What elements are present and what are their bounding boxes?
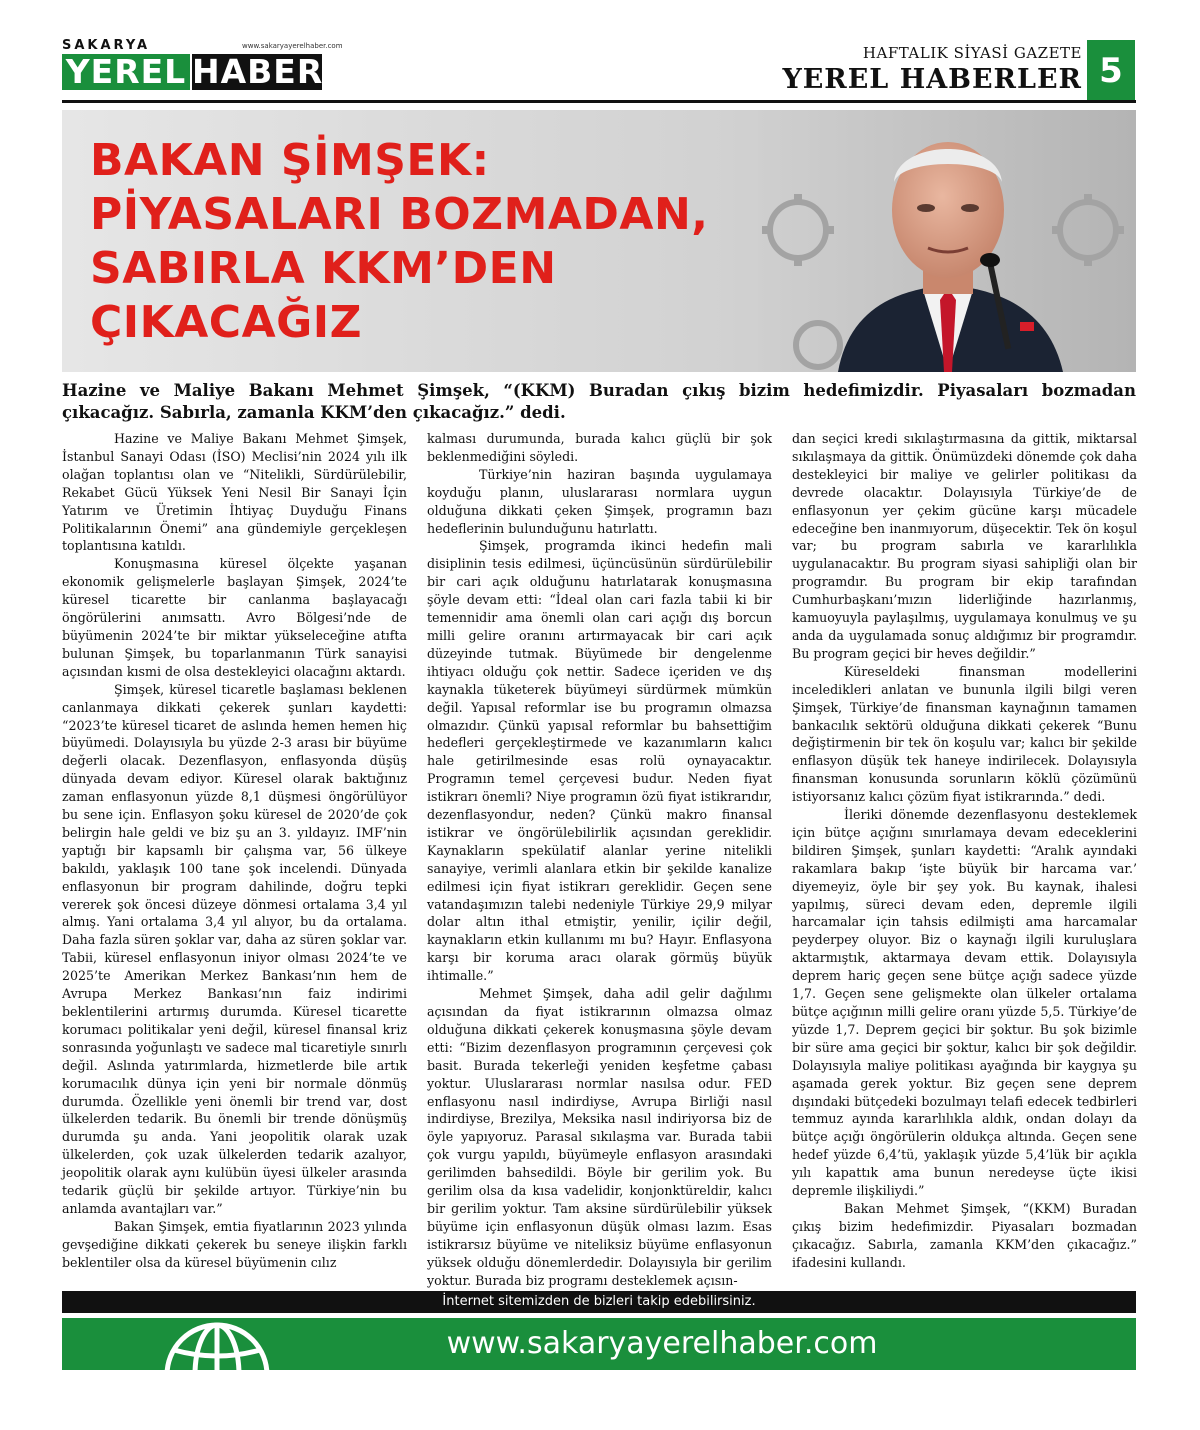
paragraph: Hazine ve Maliye Bakanı Mehmet Şimşek, İstanbul Sanayi Odası (İSO) Meclisi’nin 2024 yılı ilk olağan toplantısı olan ve “Nitelikli, Sürdürülebilir, Rekabet Gücü Yüksek Yeni Nesil Bir Sanayi İçin Yatırım ve Üretimin İhtiyaç Duyduğu Finans Politikalarının Önemi” ana gündemiyle gerçekleşen toplantısına katıldı. [62, 431, 407, 554]
logo-haber: HABER [192, 52, 324, 91]
headline-line: BAKAN ŞİMŞEK: [90, 135, 490, 186]
paragraph: İleriki dönemde dezenflasyonu desteklemek için bütçe açığını sınırlamaya devam edeceklerini bildiren Şimşek, şunları kaydetti: “Aralık ayındaki rakamlara bakıp ‘işte büyük bir harcama var.’ diyemeyiz, öyle bir şey yok. Bu kaynak, ihalesi yapılmış, süreci devam eden, depremle ilgili harcamalar için tahsis edilmişti ama harcamalar peyderpey oluyor. Biz o kaynağı ilgili kuruluşlara aktarmıştık, aktarmaya devam ettik. Dolayısıyla deprem hariç geçen sene bütçe açığı sadece yüzde 1,7. Geçen sene gelişmekte olan ülkeler ortalama bütçe açığının milli gelire oranı yüzde 5,5. Türkiye’de yüzde 1,7. Deprem geçici bir şoktur. Bu şok bizimle bir süre ama geçici bir şoktur, kalıcı bir şok değildir. Dolayısıyla maliye politikası ayağında bir kaygıya şu aşamada gerek yoktur. Biz geçen sene deprem dışındaki bütçedeki bozulmayı telafi edecek tedbirleri temmuz ayında kararlılıkla aldık, ondan dolayı da bütçe açığı öngörülerin oldukça altında. Geçen sene hedef yüzde 6,4’tü, yaklaşık yüzde 5,4’lük bir açıkla yılı kapattık ama bunun neredeyse üçte ikisi depremle ilişkiliydi.” [792, 807, 1137, 1199]
paragraph: Küreseldeki finansman modellerini inceledikleri anlatan ve bununla ilgili bilgi veren Şimşek, Türkiye’de finansman kaynağının tamamen bankacılık sektörü olduğuna dikkati çekerek “Bunu değiştirmenin bir tek ön koşulu var; kalıcı bir şekilde enflasyon düşük tek haneye indirilecek. Dolayısıyla finansman konusunda sorunların köklü çözümünü istiyorsanız kalıcı çözüm fiyat istikrarında.” dedi. [792, 663, 1137, 805]
paragraph: Bakan Şimşek, emtia fiyatlarının 2023 yılında gevşediğine dikkati çekerek bu seneye ilişkin farklı beklentiler olsa da küresel büyümenin cılız [62, 1218, 407, 1270]
headline-line: ÇIKACAĞIZ [90, 297, 363, 348]
speaker-portrait-illustration [758, 110, 1136, 372]
paragraph: Mehmet Şimşek, daha adil gelir dağılımı açısından da fiyat istikrarının olmazsa olmaz olduğuna dikkati çekerek konuşmasına şöyle devam etti: “Bizim dezenflasyon programının çerçevesi çok basit. Burada tekerleği yeniden keşfetme çabası yoktur. Uluslararası normlar nasılsa odur. FED enflasyonu nasıl indirdiyse, Avrupa Birliği nasıl indirdiyse, Brezilya, Meksika nasıl indiriyorsa biz de öyle yapıyoruz. Parasal sıkılaşma var. Burada tabii çok vurgu yapıldı, büyümeyle enflasyon arasındaki gerilimden bahsedildi. Böyle bir gerilim yok. Bu gerilim olsa da kısa vadelidir, konjonktüreldir, kalıcı bir gerilim yoktur. Tam aksine sürdürülebilir yüksek büyüme için enflasyonun düşük olması lazım. Esas istikrarsız büyüme ve niteliksiz büyüme enflasyonun yüksek olduğu dönemlerdedir. Dolayısıyla bir gerilim yoktur. Burada biz programı desteklemek açısın- [427, 986, 772, 1288]
gazette-label: HAFTALIK SİYASİ GAZETE [862, 44, 1082, 62]
lead-paragraph: Hazine ve Maliye Bakanı Mehmet Şimşek, “(KKM) Buradan çıkış bizim hedefimizdir. Piyasaları bozmadan çıkacağız. Sabırla, zamanla KKM’den çıkacağız.” dedi. [62, 381, 1136, 422]
article-column-1 [62, 430, 407, 1272]
speaker-photo [758, 110, 1136, 372]
paragraph: Türkiye’nin haziran başında uygulamaya koyduğu planın, uluslararası normlara uygun olduğuna dikkati çeken Şimşek, programın bazı hedeflerinin bulunduğunu hatırlattı. [427, 466, 772, 536]
follow-banner: İnternet sitemizden de bizleri takip edebilirsiniz. [62, 1291, 1136, 1313]
article-column-3 [792, 430, 1137, 1272]
hero-banner [62, 110, 1136, 372]
logo-url: www.sakaryayerelhaber.com [242, 42, 343, 50]
headline [90, 134, 750, 350]
website-banner[interactable] [62, 1318, 1136, 1370]
paragraph: dan seçici kredi sıkılaştırmasına da gittik, miktarsal sıkılaşmaya da gittik. Önümüzdeki dönemde çok daha destekleyici bir maliye ve gelirler politikası da devrede olacaktır. Dolayısıyla Türkiye’de de enflasyonun yer çekim gücüne karşı mücadele edeceğine ben inanmıyorum, düşecektir. Tek ön koşul var; bu program sabırla ve kararlılıkla uygulanacaktır. Bu program siyasi sahipliği olan bir programdır. Bu program bir ekip tarafından Cumhurbaşkanı’mızın liderliğinde hazırlanmış, kamuoyuyla paylaşılmış, uygulamaya konulmuş ve şu anda da uygulamada sonuç aldığımız bir programdır. Bu program geçici bir heves değildir.” [792, 431, 1137, 661]
section-title: YEREL HABERLER [782, 64, 1082, 95]
article-column-2 [427, 430, 772, 1290]
paragraph: Bakan Mehmet Şimşek, “(KKM) Buradan çıkış bizim hedefimizdir. Piyasaları bozmadan çıkacağız. Sabırla, zamanla KKM’den çıkacağız.” ifadesini kullandı. [792, 1200, 1137, 1270]
paragraph: Konuşmasına küresel ölçekte yaşanan ekonomik gelişmelerle başlayan Şimşek, 2024’te küresel ticarette bir canlanma başlayacağı öngörülerini anımsattı. Avro Bölgesi’nde de büyümenin 2024’te bir miktar yükseleceğine atıfta bulunan Şimşek, bu toparlanmanın Türk sanayisi açısından kısmi de olsa destekleyici olacağını aktardı. [62, 556, 407, 679]
header-divider [62, 100, 1136, 103]
logo-yerel: YEREL [62, 54, 190, 90]
paragraph: kalması durumunda, burada kalıcı güçlü bir şok beklenmediğini söyledi. [427, 431, 772, 464]
paragraph: Şimşek, küresel ticaretle başlaması beklenen canlanmaya dikkati çekerek şunları kaydetti: “2023’te küresel ticaret de aslında hemen hemen hiç büyümedi. Dolayısıyla bu yüzde 2-3 arası bir büyüme değerli olacak. Dezenflasyon, enflasyonda düşüş dünyada devam ediyor. Küresel olarak baktığınız zaman enflasyonun yüzde 8,1 düşmesi öngörülüyor bu sene için. Enflasyon şoku küresel de 2020’de çok belirgin hale geldi ve biz şu an 3. yıldayız. IMF’nin yaptığı bir kapsamlı bir çalışma var, 56 ülkeye bakıldı, yaklaşık 100 tane şok incelendi. Dünyada enflasyonun bir program dahilinde, doğru tepki vererek şok öncesi düzeye dönmesi ortalama 3,4 yıl almış. Yani ortalama 3,4 yıl alıyor, bu da ortalama. Daha fazla süren şoklar var, daha az süren şoklar var. Tabii, küresel enflasyonun iniyor olması 2024’te ve 2025’te Amerikan Merkez Bankası’nın hem de Avrupa Merkez Bankası’nın faiz indirimi beklentilerini artırmış durumda. Küresel ticarette korumacı politikalar yeni değil, küresel finansal kriz sonrasında yoğunlaştı ve sadece mal ticaretiyle sınırlı değil. Aslında yatırımlarda, hizmetlerde bile artık korumacılık dünya için yeni bir normale dönmüş durumda. Özellikle yeni önemli bir trend var, dost ülkelerden tedarik. Bu önemli bir trende dönüşmüş durumda şu anda. Yani jeopolitik olarak uzak ülkelerden, çok uzak ülkelerden tedarik azalıyor, jeopolitik olarak aynı kulübün üyesi ülkeler arasında tedarik güçlü bir şekilde artıyor. Türkiye’nin bu anlamda avantajları var.” [62, 681, 407, 1216]
section-header [782, 44, 1082, 95]
page-number: 5 [1087, 40, 1135, 102]
logo-city: SAKARYA [62, 38, 151, 53]
headline-line: PİYASALARI BOZMADAN, [90, 189, 709, 240]
headline-line: SABIRLA KKM’DEN [90, 243, 557, 294]
masthead-logo[interactable] [62, 38, 343, 96]
website-url[interactable]: www.sakaryayerelhaber.com [446, 1326, 878, 1361]
paragraph: Şimşek, programda ikinci hedefin mali disiplinin tesis edilmesi, üçüncüsünün sürdürülebilir bir cari açık olduğunu hatırlatarak konuşmasına şöyle devam etti: “İdeal olan cari fazla tabii ki bir temennidir ama önemli olan cari açığı dış borcun milli gelire oranını artırmayacak bir cari açık düzeyinde tutmak. Büyümede bir dengelenme ihtiyacı olduğu çok nettir. Sadece içeriden ve dış kaynakla tüketerek büyümeyi sürdürmek mümkün değil. Yapısal reformlar ise bu programın olmazsa olmazıdır. Çünkü yapısal reformlar bu bahsettiğim hedefleri gerçekleştirmede ve kazanımların kalıcı hale getirilmesinde esas rolü oynayacaktır. Programın temel çerçevesi budur. Neden fiyat istikrarı önemli? Niye programın özü fiyat istikrarıdır, dezenflasyondur, neden? Çünkü makro finansal istikrar ve öngörülebilirlik açısından gereklidir. Kaynakların spekülatif alanlar yerine nitelikli sanayiye, verimli alanlara etkin bir şekilde kanalize edilmesi için fiyat istikrarı gereklidir. Geçen sene vatandaşımızın talebi nedeniyle Türkiye 29,9 milyar dolar altın ithal etmiştir, yenilir, içilir değil, kaynakların etkin kullanımı mı bu? Hayır. Enflasyona karşı bir koruma aracı olarak görmüş büyük ihtimalle.” [427, 538, 772, 984]
